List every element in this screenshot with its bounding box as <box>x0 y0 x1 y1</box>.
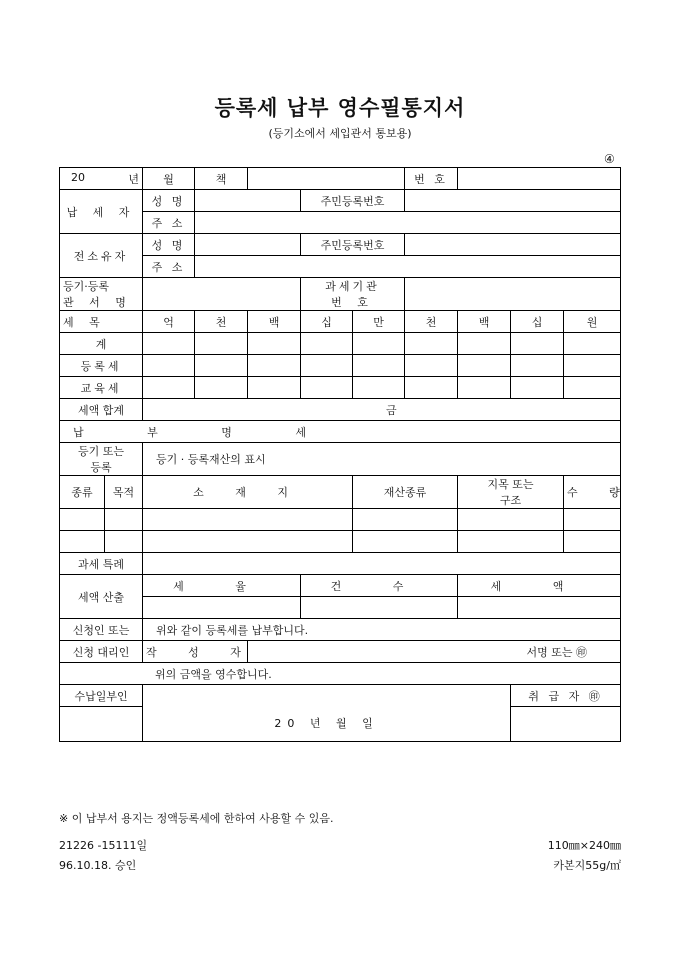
registration-label <box>60 443 143 476</box>
book-cell[interactable] <box>195 168 248 190</box>
amount-header-row <box>60 311 621 333</box>
previous-owner-name-label: 성 명 <box>143 234 195 256</box>
case-count-field[interactable] <box>301 597 458 619</box>
signature-or-seal: 서명 또는 ㊞ <box>526 645 588 659</box>
property-structure-header-line1: 지목 또는 <box>487 478 534 491</box>
property-display-cell <box>143 443 621 476</box>
special-case-field[interactable] <box>143 553 621 575</box>
form-code: 21226 -15111일 <box>59 839 148 852</box>
year-cell[interactable] <box>60 168 143 190</box>
property-row <box>60 509 621 531</box>
taxpayer-label: 납 세 자 <box>60 190 143 234</box>
amount-row-label: 등록세 <box>60 355 143 377</box>
registry-office-label-line1: 등기·등록 <box>63 280 110 293</box>
unit-header: 십 <box>301 311 353 333</box>
property-quantity-header: 수 량 <box>564 476 621 509</box>
taxpayer-name-field[interactable] <box>195 190 301 212</box>
tax-total-field[interactable] <box>143 399 621 421</box>
book-label: 책 <box>215 172 227 186</box>
tax-total-row <box>60 399 621 421</box>
unit-header: 백 <box>458 311 511 333</box>
taxpayer-name-label: 성 명 <box>143 190 195 212</box>
tax-amount-field[interactable] <box>458 597 621 619</box>
tax-calculation-label: 세액 산출 <box>60 575 143 619</box>
form-subtitle: (등기소에서 세입관서 통보용) <box>268 127 412 140</box>
property-structure-header-line2: 구조 <box>499 494 522 507</box>
previous-owner-address-label: 주 소 <box>143 256 195 278</box>
taxpayer-address-field[interactable] <box>195 212 621 234</box>
payment-detail-heading <box>60 421 621 443</box>
tax-form-table <box>59 167 634 742</box>
year-prefix: 20 <box>71 170 85 184</box>
year-unit: 년 <box>128 172 140 186</box>
handler-seal: 취 급 자 ㊞ <box>511 685 621 707</box>
tax-rate-field[interactable] <box>143 597 301 619</box>
writer-signature-field[interactable] <box>248 641 621 663</box>
tax-total-label: 세액 합계 <box>60 399 143 421</box>
writer-label: 작 성 자 <box>143 641 248 663</box>
receipt-date[interactable]: 20 년 월 일 <box>143 685 511 742</box>
unit-header: 원 <box>564 311 621 333</box>
handler-field[interactable] <box>511 707 621 742</box>
paper-size: 110㎜×240㎜ <box>547 839 621 852</box>
month-label: 월 <box>163 172 174 186</box>
amount-row-label: 교육세 <box>60 377 143 399</box>
unit-header: 백 <box>248 311 301 333</box>
receipt-stamp-field[interactable] <box>60 707 143 742</box>
amount-row-label: 계 <box>60 333 143 355</box>
copy-number: ④ <box>604 152 615 166</box>
amount-row-education-tax <box>60 377 621 399</box>
registry-office-label <box>60 278 143 311</box>
special-case-label: 과세 특례 <box>60 553 143 575</box>
property-purpose-header: 목적 <box>105 476 143 509</box>
previous-owner-resident-no-field[interactable] <box>405 234 621 256</box>
registry-office-label-line2: 관 서 명 <box>63 296 132 309</box>
property-structure-header <box>458 476 564 509</box>
property-asset-type-header: 재산종류 <box>353 476 458 509</box>
unit-header: 천 <box>405 311 458 333</box>
form-title: 등록세 납부 영수필통지서 <box>214 95 466 120</box>
paper-type: 카본지55g/㎡ <box>553 859 621 872</box>
top-row <box>60 168 621 190</box>
applicant-statement <box>143 619 621 641</box>
approval-date: 96.10.18. 승인 <box>59 859 137 872</box>
unit-header: 만 <box>353 311 405 333</box>
previous-owner-resident-no-label: 주민등록번호 <box>301 234 405 256</box>
registry-office-field[interactable] <box>143 278 301 311</box>
tax-office-label <box>301 278 405 311</box>
applicant-statement-text: 위와 같이 등록세를 납부합니다. <box>156 623 309 637</box>
unit-header: 억 <box>143 311 195 333</box>
number-value-cell[interactable] <box>458 168 621 190</box>
number-label: 번 호 <box>414 172 448 186</box>
book-value-cell[interactable] <box>248 168 405 190</box>
receipt-statement-cell <box>60 663 621 685</box>
previous-owner-name-field[interactable] <box>195 234 301 256</box>
taxpayer-resident-no-field[interactable] <box>405 190 621 212</box>
applicant-label-line2: 신청 대리인 <box>60 641 143 663</box>
property-type-header: 종류 <box>60 476 105 509</box>
previous-owner-address-field[interactable] <box>195 256 621 278</box>
property-display-label: 등기 · 등록재산의 표시 <box>156 453 266 466</box>
tax-rate-header: 세 율 <box>143 575 301 597</box>
taxpayer-address-label: 주 소 <box>143 212 195 234</box>
previous-owner-label: 전소유자 <box>60 234 143 278</box>
number-label-cell <box>405 168 458 190</box>
tax-office-label-line2: 번 호 <box>331 296 374 309</box>
month-cell[interactable] <box>143 168 195 190</box>
receipt-statement: 위의 금액을 영수합니다. <box>155 667 272 681</box>
property-location-header: 소 재 지 <box>143 476 353 509</box>
taxpayer-resident-no-label: 주민등록번호 <box>301 190 405 212</box>
currency-label: 금 <box>386 403 397 417</box>
applicant-label-line1: 신청인 또는 <box>60 619 143 641</box>
item-header: 세 목 <box>60 311 143 333</box>
tax-office-label-line1: 과세기관 <box>325 280 380 293</box>
tax-amount-header: 세 액 <box>458 575 621 597</box>
registration-label-line2: 등록 <box>90 461 112 474</box>
unit-header: 십 <box>511 311 564 333</box>
property-row <box>60 531 621 553</box>
amount-row-registration-tax <box>60 355 621 377</box>
case-count-header: 건 수 <box>301 575 458 597</box>
tax-office-field[interactable] <box>405 278 621 311</box>
payment-detail-label: 납 부 명 세 <box>73 425 336 439</box>
unit-header: 천 <box>195 311 248 333</box>
amount-row-total <box>60 333 621 355</box>
receipt-stamp-label: 수납일부인 <box>60 685 143 707</box>
usage-note: ※ 이 납부서 용지는 정액등록세에 한하여 사용할 수 있음. <box>59 812 334 825</box>
property-header-row <box>60 476 621 509</box>
registration-label-line1: 등기 또는 <box>78 445 125 458</box>
